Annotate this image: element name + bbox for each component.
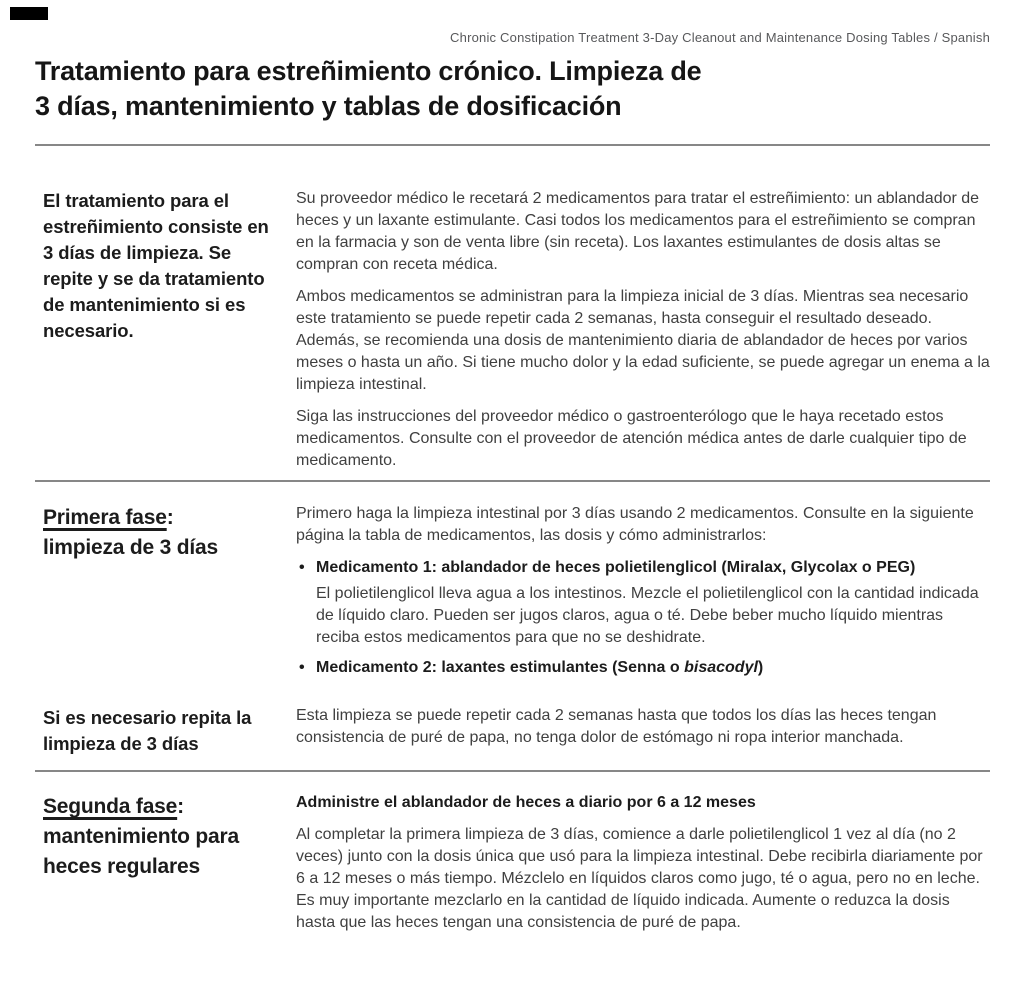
section-repeat-body: [287, 705, 990, 757]
overview-paragraph-2: Ambos medicamentos se administran para la limpieza inicial de 3 días. Mientras sea necesario este tratamiento se puede repetir cada 2 semanas, hasta conseguir el resultado deseado. Además, se recomienda una dosis de mantenimiento diaria de ablandador de heces por varios meses o hasta un año. Si tiene mucho dolor y la edad suficiente, se puede agregar un enema a la limpieza intestinal.: [296, 288, 990, 393]
phase1-heading-subtitle: limpieza de 3 días: [43, 536, 218, 559]
page-corner-mark: [10, 7, 48, 20]
bullet-icon: •: [299, 659, 305, 676]
phase2-heading-underlined: Segunda fase: [43, 795, 178, 818]
section-phase2-heading-col: [35, 792, 287, 934]
phase2-subheading: Administre el ablandador de heces a diario por 6 a 12 meses: [296, 794, 756, 811]
section-overview-heading-col: [35, 188, 287, 472]
document-header-note: Chronic Constipation Treatment 3-Day Cleanout and Maintenance Dosing Tables / Spanish: [450, 30, 990, 45]
section-phase2-heading: [43, 792, 269, 882]
section-phase1: [35, 482, 990, 679]
phase1-bullet-2-text: [316, 657, 763, 679]
overview-paragraph-3: Siga las instrucciones del proveedor médico o gastroenterólogo que le haya recetado estos medicamentos. Consulte con el proveedor de atención médica antes de darle cualquier tipo de medicamento.: [296, 408, 967, 469]
section-phase2: [35, 772, 990, 934]
section-overview: [35, 146, 990, 480]
phase2-paragraph-1: Al completar la primera limpieza de 3 días, comience a darle polietilenglicol 1 vez al día (no 2 veces) junto con la dosis única que usó para la limpieza intestinal. Debe recibirla diariamente por 6 a 12 meses o más tiempo. Mézclelo en líquidos claros como jugo, té o agua, pero no en leche. Es muy importante mezclarlo en la cantidad de líquido indicada. Aumente o reduzca la dosis hasta que las heces tengan una consistencia de puré de papa.: [296, 826, 983, 931]
section-overview-body: [287, 188, 990, 472]
section-phase1-heading: [43, 503, 269, 563]
phase1-heading-underlined: Primera fase: [43, 506, 167, 529]
section-phase1-heading-col: [35, 503, 287, 679]
phase1-bullet-2-post: ): [757, 659, 764, 676]
phase1-bullet-1: [299, 557, 990, 579]
phase1-heading-colon: :: [166, 506, 174, 529]
page-title-line1: Tratamiento para estreñimiento crónico. Limpieza de: [35, 56, 702, 86]
section-overview-heading: El tratamiento para el estreñimiento consiste en 3 días de limpieza. Se repite y se da tratamiento de mantenimiento si es necesario.: [43, 190, 269, 341]
page-title-line2: 3 días, mantenimiento y tablas de dosificación: [35, 91, 622, 121]
section-repeat-heading-col: [35, 705, 287, 757]
section-phase1-body: [287, 503, 990, 679]
phase1-intro: Primero haga la limpieza intestinal por 3 días usando 2 medicamentos. Consulte en la siguiente página la tabla de medicamentos, las dosis y cómo administrarlos:: [296, 505, 974, 544]
overview-paragraph-1: Su proveedor médico le recetará 2 medicamentos para tratar el estreñimiento: un ablandador de heces y un laxante estimulante. Casi todos los medicamentos para el estreñimiento se compran en la farmacia y son de venta libre (sin receta). Los laxantes estimulantes de dosis altas se compran con receta médica.: [296, 190, 980, 273]
bullet-icon: •: [299, 559, 305, 576]
section-repeat-heading: Si es necesario repita la limpieza de 3 días: [43, 707, 252, 754]
repeat-paragraph-1: Esta limpieza se puede repetir cada 2 semanas hasta que todos los días las heces tengan consistencia de puré de papa, no tenga dolor de estómago ni ropa interior manchada.: [296, 707, 937, 746]
section-phase2-body: [287, 792, 990, 934]
phase1-bullet-1-text: Medicamento 1: ablandador de heces polietilenglicol (Miralax, Glycolax o PEG): [316, 559, 916, 576]
phase2-heading-subtitle: mantenimiento para heces regulares: [43, 825, 239, 878]
phase1-bullet-2: [299, 657, 990, 679]
phase1-bullet-2-drug-name: bisacodyl: [684, 659, 758, 676]
page-title: [35, 54, 990, 124]
phase1-bullet-1-detail: El polietilenglicol lleva agua a los intestinos. Mezcle el polietilenglicol con la cantidad indicada de líquido claro. Pueden ser jugos claros, agua o té. Debe beber mucho líquido mientras reciba estos medicamentos para que no se deshidrate.: [316, 585, 979, 646]
section-repeat-cleanout: [35, 679, 990, 770]
phase2-heading-colon: :: [177, 795, 184, 818]
phase1-bullet-2-pre: Medicamento 2: laxantes estimulantes (Senna o: [316, 659, 685, 676]
